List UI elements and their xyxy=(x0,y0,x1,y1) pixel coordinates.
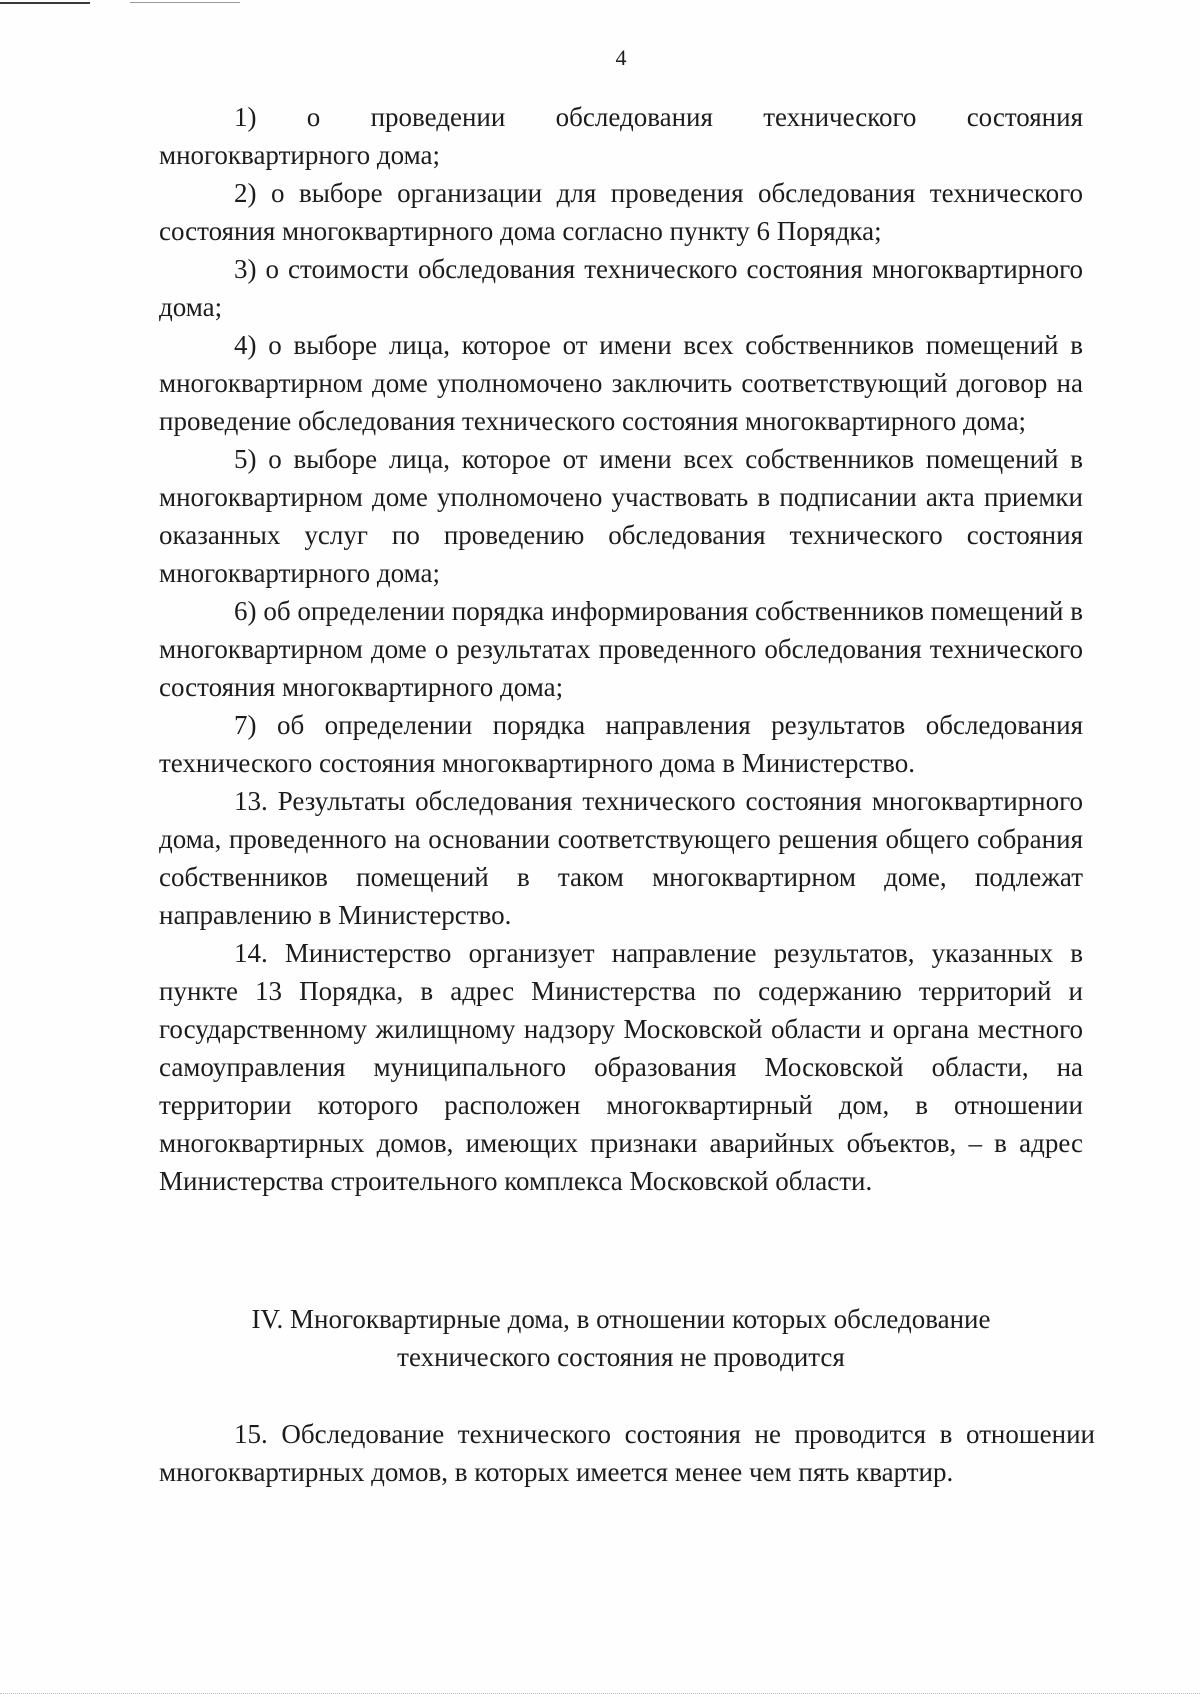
clause-14: 14. Министерство организует направление результатов, указанных в пункте 13 Порядка, в адрес Министерства по содержанию территорий и государственному жилищному надзору Московской области и органа местного самоуправления муниципального образования Московской области, на территории которого расположен многоквартирный дом, в отношении многоквартирных домов, имеющих признаки аварийных объектов, – в адрес Министерства строительного комплекса Московской области. xyxy=(159,938,1083,1196)
section-heading xyxy=(159,1300,1083,1376)
section-heading-line-1: IV. Многоквартирные дома, в отношении которых обследование xyxy=(251,1304,991,1334)
list-item-5: 5) о выборе лица, которое от имени всех собственников помещений в многоквартирном доме уполномочено участвовать в подписании акта приемки оказанных услуг по проведению обследования технического состояния многоквартирного дома; xyxy=(159,444,1083,588)
list-item-4: 4) о выборе лица, которое от имени всех собственников помещений в многоквартирном доме уполномочено заключить соответствующий договор на проведение обследования технического состояния многоквартирного дома; xyxy=(159,330,1083,436)
list-item-7: 7) об определении порядка направления результатов обследования технического состояния многоквартирного дома в Министерство. xyxy=(159,710,1083,778)
clause-13: 13. Результаты обследования технического состояния многоквартирного дома, проведенного на основании соответствующего решения общего собрания собственников помещений в таком многоквартирном доме, подлежат направлению в Министерство. xyxy=(159,786,1083,930)
list-item-1: 1) о проведении обследования технического состояния многоквартирного дома; xyxy=(159,102,1083,170)
scan-artifact-line xyxy=(0,2,90,4)
list-item-6: 6) об определении порядка информирования собственников помещений в многоквартирном доме о результатах проведенного обследования технического состояния многоквартирного дома; xyxy=(159,596,1083,702)
final-clause-block xyxy=(159,1415,1095,1491)
scan-artifact-line xyxy=(0,1693,1200,1695)
list-item-3: 3) о стоимости обследования технического состояния многоквартирного дома; xyxy=(159,254,1083,322)
list-item-2: 2) о выборе организации для проведения обследования технического состояния многоквартирного дома согласно пункту 6 Порядка; xyxy=(159,178,1083,246)
section-heading-line-2: технического состояния не проводится xyxy=(397,1342,845,1372)
body-text xyxy=(159,98,1083,1200)
scan-artifact-line xyxy=(130,2,240,3)
clause-15: 15. Обследование технического состояния не проводится в отношении многоквартирных домов, в которых имеется менее чем пять квартир. xyxy=(159,1419,1095,1487)
page-number: 4 xyxy=(615,45,627,70)
